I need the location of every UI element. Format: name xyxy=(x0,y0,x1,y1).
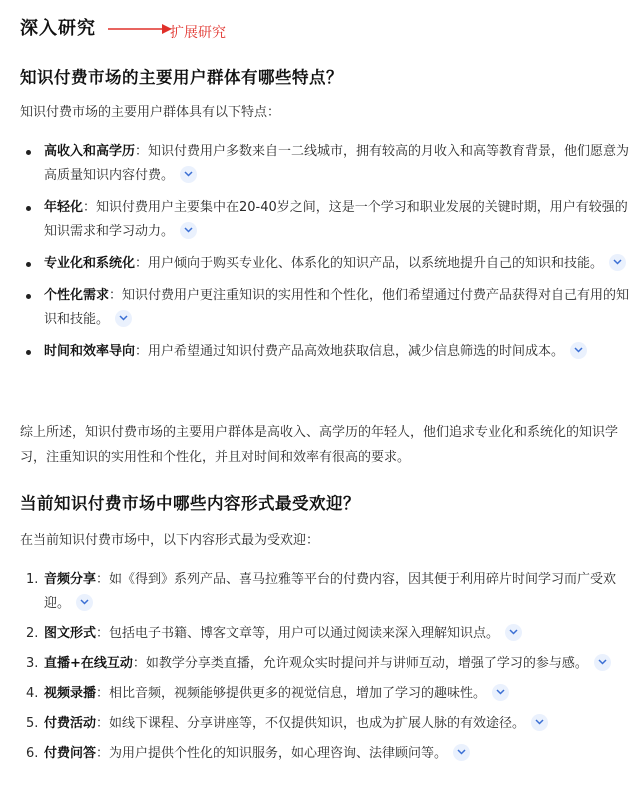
item-term: 直播+在线互动 xyxy=(44,656,133,671)
chevron-down-icon[interactable] xyxy=(594,654,611,671)
section1-intro: 知识付费市场的主要用户群体具有以下特点： xyxy=(20,105,281,120)
item-term: 音频分享 xyxy=(44,572,97,587)
section2-list xyxy=(20,568,632,772)
item-term: 专业化和系统化 xyxy=(44,256,136,271)
chevron-down-icon[interactable] xyxy=(180,222,197,239)
list-item xyxy=(20,284,632,332)
item-term: 付费活动 xyxy=(44,716,97,731)
chevron-down-icon[interactable] xyxy=(453,744,470,761)
list-item xyxy=(20,196,632,244)
item-number: 5. xyxy=(26,716,39,731)
item-number: 1. xyxy=(26,572,39,587)
item-term: 时间和效率导向 xyxy=(44,344,136,359)
item-text: ：知识付费用户多数来自一二线城市，拥有较高的月收入和高等教育背景，他们愿意为高质量知识内容付费。 xyxy=(44,144,630,183)
list-item xyxy=(20,712,632,736)
item-number: 4. xyxy=(26,686,39,701)
chevron-down-icon[interactable] xyxy=(505,624,522,641)
chevron-down-icon[interactable] xyxy=(531,714,548,731)
list-item xyxy=(20,252,632,276)
item-text: ：如线下课程、分享讲座等，不仅提供知识，也成为扩展人脉的有效途径。 xyxy=(96,716,526,731)
item-term: 付费问答 xyxy=(44,746,97,761)
list-item xyxy=(20,340,632,364)
page-title: 深入研究 xyxy=(20,18,96,39)
item-text: ：用户倾向于购买专业化、体系化的知识产品，以系统地提升自己的知识和技能。 xyxy=(135,256,604,271)
list-item xyxy=(20,622,632,646)
chevron-down-icon[interactable] xyxy=(76,594,93,611)
item-number: 2. xyxy=(26,626,39,641)
list-item xyxy=(20,652,632,676)
chevron-down-icon[interactable] xyxy=(492,684,509,701)
list-item xyxy=(20,568,632,616)
section2-question: 当前知识付费市场中哪些内容形式最受欢迎？ xyxy=(20,494,360,513)
item-text: ：如《得到》系列产品、喜马拉雅等平台的付费内容，因其便于利用碎片时间学习而广受欢迎。 xyxy=(44,572,617,611)
item-term: 个性化需求 xyxy=(44,288,110,303)
item-text: ：相比音频，视频能够提供更多的视觉信息，增加了学习的趣味性。 xyxy=(96,686,487,701)
item-term: 高收入和高学历 xyxy=(44,144,136,159)
list-item xyxy=(20,140,632,188)
item-number: 3. xyxy=(26,656,39,671)
section1-summary: 综上所述，知识付费市场的主要用户群体是高收入、高学历的年轻人，他们追求专业化和系统化的知识学习，注重知识的实用性和个性化，并且对时间和效率有很高的要求。 xyxy=(20,425,619,465)
item-term: 年轻化 xyxy=(44,200,84,215)
item-text: ：知识付费用户主要集中在20-40岁之间，这是一个学习和职业发展的关键时期，用户有较强的知识需求和学习动力。 xyxy=(44,200,628,239)
item-text: ：知识付费用户更注重知识的实用性和个性化，他们希望通过付费产品获得对自己有用的知识和技能。 xyxy=(44,288,630,327)
annotation-label: 扩展研究 xyxy=(170,25,226,41)
section1-question: 知识付费市场的主要用户群体有哪些特点？ xyxy=(20,68,343,87)
list-item xyxy=(20,742,632,766)
item-term: 视频录播 xyxy=(44,686,97,701)
item-text: ：如教学分享类直播，允许观众实时提问并与讲师互动，增强了学习的参与感。 xyxy=(132,656,588,671)
item-text: ：用户希望通过知识付费产品高效地获取信息，减少信息筛选的时间成本。 xyxy=(135,344,565,359)
item-text: ：为用户提供个性化的知识服务，如心理咨询、法律顾问等。 xyxy=(96,746,448,761)
item-term: 图文形式 xyxy=(44,626,97,641)
chevron-down-icon[interactable] xyxy=(115,310,132,327)
section1-list xyxy=(20,140,632,372)
chevron-down-icon[interactable] xyxy=(570,342,587,359)
section2-intro: 在当前知识付费市场中，以下内容形式最为受欢迎： xyxy=(20,533,320,548)
list-item xyxy=(20,682,632,706)
chevron-down-icon[interactable] xyxy=(180,166,197,183)
heading-row xyxy=(20,14,620,42)
chevron-down-icon[interactable] xyxy=(609,254,626,271)
item-number: 6. xyxy=(26,746,39,761)
item-text: ：包括电子书籍、博客文章等，用户可以通过阅读来深入理解知识点。 xyxy=(96,626,500,641)
